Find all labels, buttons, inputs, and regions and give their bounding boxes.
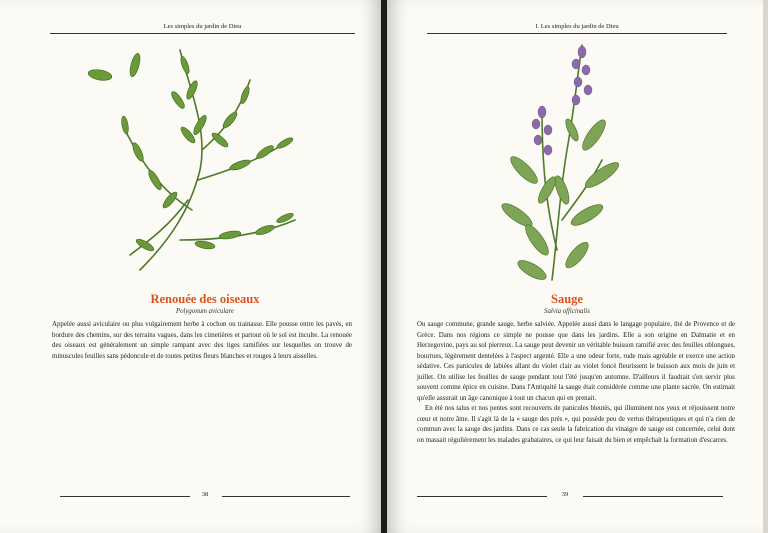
sage-illustration: [502, 40, 642, 285]
plant-latin-name: Salvia officinalis: [544, 308, 590, 315]
running-head: I. Les simples du jardin de Dieu: [535, 23, 619, 30]
paragraph: Ou sauge commune, grande sauge, herbe salviée. Appelée aussi dans le langage populaire, thé de Provence et de Grèce. Dans nos régions ce simple ne pousse que dans les jardins. Elle a son origine en Dalmatie et en Herzegovine, pays au sol pierreux. La sauge peut devenir un véritable buisson ramifié avec des feuilles oblongues, bourrues, légèrement dentelées à l'aspect argenté. Elle a une odeur forte, rude mais agréable et exerce une action sédative. Ces panicules de labiées allant du violet clair au violet foncé fleurissent le buisson aux mois de juin et juillet. On utilise les feuilles de sauge pendant tout l'été jusqu'en automne. D'ailleurs il faudrait s'en servir plus souvent comme épice en cuisine. Dans l'Antiquité la sauge était considérée comme une plante sacrée. On estimait qu'elle assurait un âge canonique à tout un chacun qui en prenait.: [417, 321, 735, 402]
footer-rule-right: [222, 496, 350, 497]
header-rule: [427, 33, 727, 34]
footer-rule-left: [417, 496, 547, 497]
paragraph: En été nos talus et nos pentes sont recouverts de panicules bleutés, qui illuminent nos yeux et réjouissent notre cœur et notre âme. Il s'agit là de la « sauge des prés », qui possède peu de vertus thérapeutiques et qui n'a rien de commun avec la sauge des jardins. Dans ce cas seule la fabrication du vinaigre de sauge est concernée, celui dont on massait régulièrement les malades grabataires, ce qui leur faisait du bien et empêchait la formation d'escarres.: [417, 405, 735, 444]
paragraph: Appelée aussi aviculaire ou plus vulgairement herbe à cochon ou trainasse. Elle pousse entre les pavés, en bordure des chemins, sur des terrains vagues, dans les cimetières et partout où le sol est inculte. La renouée des oiseaux est généralement un simple rampant avec des tiges ramifiées sur lesquelles on trouve de minuscules feuilles sans pédoncule et de toutes petites fleurs blanches et rouges à leurs aisselles.: [52, 321, 352, 360]
footer-rule-left: [60, 496, 190, 497]
body-text: [52, 320, 352, 362]
left-page: [0, 0, 381, 533]
header-rule: [50, 33, 355, 34]
footer-rule-right: [583, 496, 723, 497]
page-edge: [763, 0, 768, 533]
right-page: [387, 0, 763, 533]
plant-title: Sauge: [551, 292, 583, 306]
plant-latin-name: Polygonum aviculare: [175, 308, 235, 315]
body-text: [417, 320, 735, 446]
plant-title: Renouée des oiseaux: [150, 292, 260, 306]
running-head: Les simples du jardin de Dieu: [163, 23, 242, 30]
page-number: 39: [561, 491, 569, 498]
page-number: 38: [201, 491, 209, 498]
knotgrass-illustration: [80, 40, 310, 285]
